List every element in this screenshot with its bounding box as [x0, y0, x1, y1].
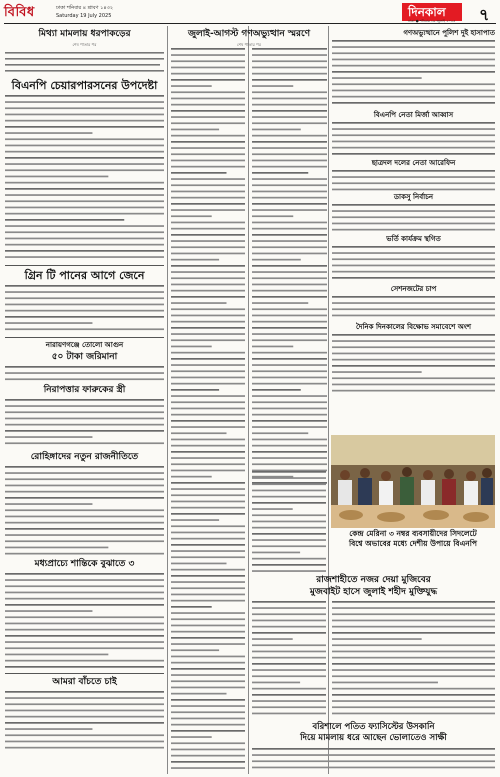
article-body-block — [5, 572, 164, 670]
column-1 — [5, 27, 164, 775]
article-byline: শেষ পাতার পর — [237, 42, 261, 47]
section-title: বিবিধ — [4, 5, 35, 20]
article-headline: সেশনজটের চাপ — [390, 285, 437, 293]
photo-headline-line-2: বিশ্বে অভাবের মধ্যে দেশীয় উপায়ে বিএনপি — [348, 539, 478, 548]
article-separator — [5, 337, 164, 338]
article-headline: নিরাপত্তার ফারুকের স্ত্রী — [43, 385, 126, 395]
article-headline: বিএনপি চেয়ারপারসনের উপদেষ্টা — [11, 79, 158, 92]
article-headline: ভর্তি কার্যক্রম স্থগিত — [386, 235, 441, 243]
issue-date-bangla: ঢাকা শনিবার ৪ শ্রাবণ ১৪৩২ — [56, 5, 114, 11]
masthead-logo: দিনকাল — [402, 3, 462, 21]
column-4 — [332, 27, 495, 432]
article-body-block — [5, 465, 164, 557]
column-divider — [167, 26, 168, 774]
spanning-headline-line-2: মুজবাইট হাসে জুলাই শহীদ মুক্তিযুদ্ধ — [309, 587, 438, 597]
article-headline: দৈনিক দিনকালের বিক্ষোভ সমাবেশে অংশ — [355, 323, 472, 331]
article-body-block — [5, 690, 164, 750]
article-headline: রোহিঙ্গাদের নতুন রাজনীতিতে — [30, 452, 139, 462]
article-headline: আমরা বাঁচতে চাই — [52, 677, 117, 687]
article-headline: জুলাই-আগস্ট গণঅভ্যুত্থান স্মরণে — [187, 29, 311, 39]
photo-headline — [331, 529, 495, 549]
article-headline: গ্রিন টি পানের আগে জেনে — [24, 269, 145, 282]
spanning-headline-bottom — [252, 722, 495, 744]
article-body-block — [5, 365, 164, 383]
column-3-mid — [252, 470, 326, 572]
article-headline: বিএনপি নেতা মির্জা আব্বাস — [373, 111, 454, 119]
article-headline: মধ্যপ্রাচ্যে শান্তিকে বুঝাতে ৩ — [34, 559, 135, 569]
photo-scene — [331, 435, 495, 528]
page-header — [4, 3, 496, 24]
spanning-headline-bottom-line-1: বরিশালে পতিত ফ্যাসিস্টের উসকানি — [312, 722, 435, 732]
article-body-left — [171, 47, 245, 775]
article-byline: শেষ পাতার পর — [72, 42, 97, 47]
article-headline: মিথ্যা মামলায় ধরপাকড়ের — [38, 29, 131, 39]
spanning-headline-line-1: রাজশাহীতে নজর দেয়া মুজিবের — [316, 575, 431, 585]
photo-headline-line-1: কেন্দ্র মেরিনা ৩ নম্বর ব্যবসায়ীদের সিদলেটে — [349, 529, 477, 538]
bottom-article-body — [252, 747, 495, 774]
column-4-lower — [332, 600, 495, 720]
article-separator — [5, 265, 164, 266]
article-body-block — [5, 284, 164, 334]
issue-info — [56, 4, 113, 20]
article-separator — [5, 673, 164, 674]
spanning-headline-bottom-line-2: দিয়ে মামলায় ধরে আছেন ভোলাতেও সাক্ষী — [300, 733, 447, 743]
masthead-subline: ঢাকা ● শনিবার ১৯ জুলাই ২০২৫ — [408, 19, 456, 23]
issue-date-english: Saturday 19 July 2025 — [56, 13, 112, 19]
article-body-block — [5, 51, 164, 77]
article-body-block — [5, 94, 164, 262]
column-divider — [328, 26, 329, 774]
spanning-headline — [252, 574, 495, 598]
article-headline: গণঅভ্যুত্থানে পুলিশ দুই হাসাপাত — [403, 29, 495, 37]
news-photo-crowd — [331, 435, 495, 528]
article-body-block — [5, 398, 164, 450]
article-headline: ছাত্রদল দলের নেতা আরেফিন — [371, 159, 456, 167]
article-headline: নারায়ণগঞ্জে তোলো আগুন — [45, 341, 124, 349]
column-3-lower — [252, 600, 326, 720]
page-number: ৭ — [479, 5, 490, 24]
article-headline: ডাকসু নির্বাচন — [393, 193, 434, 201]
article-headline: ৫০ টাকা জরিমানা — [51, 352, 118, 362]
